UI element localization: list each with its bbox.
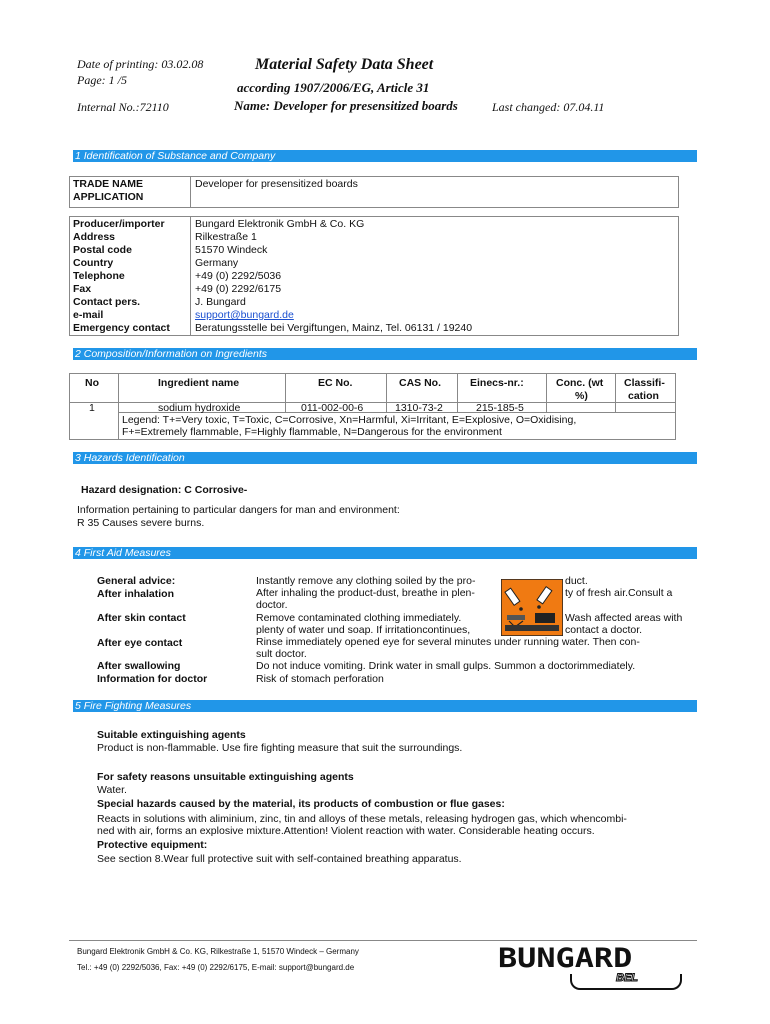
logo-sub: BEL: [616, 972, 638, 984]
date-of-printing: Date of printing: 03.02.08: [77, 57, 204, 71]
footer-divider: [69, 940, 697, 941]
corrosive-hazard-icon: [501, 579, 563, 636]
unsuitable-agents-label: For safety reasons unsuitable extinguishing agents: [97, 771, 354, 783]
regulation-subtitle: according 1907/2006/EG, Article 31: [237, 80, 430, 95]
bungard-logo: [498, 943, 698, 992]
section-4-heading: 4 First Aid Measures: [73, 547, 697, 559]
after-inhalation-label: After inhalation: [97, 588, 175, 600]
producer-label: Producer/importer: [73, 218, 165, 230]
inhalation-text-right: ty of fresh air.Consult a: [565, 587, 673, 599]
suitable-agents-text: Product is non-flammable. Use fire fighting measure that suit the surroundings.: [97, 742, 463, 754]
col-class-1: Classifi-: [624, 377, 665, 389]
protective-equipment-text: See section 8.Wear full protective suit with self-contained breathing apparatus.: [97, 853, 462, 865]
eye-text: Rinse immediately opened eye for several minutes under running water. Then con-: [256, 636, 640, 648]
general-advice-text: Instantly remove any clothing soiled by the pro-: [256, 575, 476, 587]
trade-name-label: TRADE NAME: [73, 178, 143, 190]
divider: [190, 176, 191, 208]
protective-equipment-label: Protective equipment:: [97, 839, 208, 851]
footer-contact: Tel.: +49 (0) 2292/5036, Fax: +49 (0) 2292/6175, E-mail: support@bungard.de: [77, 963, 355, 972]
after-skin-label: After skin contact: [97, 612, 186, 624]
document-title: Material Safety Data Sheet: [255, 56, 434, 73]
hazard-info: Information pertaining to particular dangers for man and environment:: [77, 504, 400, 516]
postal-code-label: Postal code: [73, 244, 132, 256]
inhalation-text-2: doctor.: [256, 599, 288, 611]
page-number: Page: 1 /5: [77, 73, 127, 87]
emergency-value: Beratungsstelle bei Vergiftungen, Mainz, Tel. 06131 / 19240: [195, 322, 473, 334]
special-hazards-text-1: Reacts in solutions with aliminium, zinc, tin and alloys of these metals, releasing hydrogen gas, which whencombi-: [97, 813, 627, 825]
contact-value: J. Bungard: [195, 296, 246, 308]
legend-line-1: Legend: T+=Very toxic, T=Toxic, C=Corrosive, Xn=Harmful, Xi=Irritant, E=Explosive, O=Oxidising,: [122, 414, 577, 426]
last-changed: Last changed: 07.04.11: [492, 100, 605, 114]
skin-text-2: plenty of water und soap. If irritationcontinues,: [256, 624, 471, 636]
fax-value: +49 (0) 2292/6175: [195, 283, 282, 295]
country-label: Country: [73, 257, 114, 269]
fax-label: Fax: [73, 283, 92, 295]
row-ec: 011-002-00-6: [301, 402, 364, 414]
skin-text-right: Wash affected areas with: [565, 612, 683, 624]
email-label: e-mail: [73, 309, 104, 321]
row-no: 1: [89, 402, 95, 414]
section-5-heading: 5 Fire Fighting Measures: [73, 700, 697, 712]
country-value: Germany: [195, 257, 239, 269]
divider: [615, 373, 616, 412]
emergency-label: Emergency contact: [73, 322, 170, 334]
divider: [457, 373, 458, 412]
section-2-heading: 2 Composition/Information on Ingredients: [73, 348, 697, 360]
address-value: Rilkestraße 1: [195, 231, 257, 243]
general-advice-text-right: duct.: [565, 575, 588, 587]
after-eye-label: After eye contact: [97, 637, 183, 649]
suitable-agents-label: Suitable extinguishing agents: [97, 729, 246, 741]
legend-line-2: F+=Extremely flammable, F=Highly flammable, N=Dangerous for the environment: [122, 426, 502, 438]
special-hazards-label: Special hazards caused by the material, its products of combustion or flue gases:: [97, 798, 505, 810]
after-swallowing-label: After swallowing: [97, 660, 181, 672]
unsuitable-agents-text: Water.: [97, 784, 127, 796]
row-einecs: 215-185-5: [476, 402, 524, 414]
col-class-2: cation: [628, 390, 659, 402]
trade-name-value: Developer for presensitized boards: [195, 178, 358, 190]
row-ingredient: sodium hydroxide: [158, 402, 241, 414]
col-cas: CAS No.: [399, 377, 441, 389]
divider: [285, 373, 286, 412]
col-ingredient: Ingredient name: [158, 377, 240, 389]
special-hazards-text-2: ned with air, forms an explosive mixture.Attention! Violent reaction with water. Considerable heating occurs.: [97, 825, 595, 837]
col-einecs: Einecs-nr.:: [470, 377, 524, 389]
swallow-text: Do not induce vomiting. Drink water in small gulps. Summon a doctorimmediately.: [256, 660, 636, 672]
contact-label: Contact pers.: [73, 296, 141, 308]
col-no: No: [85, 377, 99, 389]
inhalation-text: After inhaling the product-dust, breathe in plen-: [256, 587, 475, 599]
telephone-label: Telephone: [73, 270, 125, 282]
divider: [386, 373, 387, 412]
divider: [546, 373, 547, 412]
row-cas: 1310-73-2: [395, 402, 443, 414]
section-3-heading: 3 Hazards Identification: [73, 452, 697, 464]
email-link[interactable]: support@bungard.de: [195, 309, 294, 321]
producer-value: Bungard Elektronik GmbH & Co. KG: [195, 218, 365, 230]
divider: [118, 373, 119, 440]
logo-wordmark: BUNGARD: [498, 943, 633, 974]
skin-text-2-right: contact a doctor.: [565, 624, 643, 636]
general-advice-label: General advice:: [97, 575, 176, 587]
producer-box: [69, 216, 679, 336]
hazard-designation: Hazard designation: C Corrosive-: [81, 484, 248, 496]
postal-code-value: 51570 Windeck: [195, 244, 268, 256]
col-conc-1: Conc. (wt: [556, 377, 604, 389]
col-ec: EC No.: [318, 377, 353, 389]
col-conc-2: %): [575, 390, 588, 402]
address-label: Address: [73, 231, 116, 243]
skin-text: Remove contaminated clothing immediately.: [256, 612, 462, 624]
info-doctor-label: Information for doctor: [97, 673, 208, 685]
footer-address: Bungard Elektronik GmbH & Co. KG, Rilkestraße 1, 51570 Windeck – Germany: [77, 947, 359, 956]
section-1-heading: 1 Identification of Substance and Company: [73, 150, 697, 162]
r35-statement: R 35 Causes severe burns.: [77, 517, 205, 529]
trade-name-box: [69, 176, 679, 208]
product-name: Name: Developer for presensitized boards: [234, 98, 458, 113]
eye-text-2: sult doctor.: [256, 648, 307, 660]
application-label: APPLICATION: [73, 191, 144, 203]
telephone-value: +49 (0) 2292/5036: [195, 270, 282, 282]
internal-number: Internal No.:72110: [77, 100, 169, 114]
doctor-text: Risk of stomach perforation: [256, 673, 384, 685]
divider: [190, 216, 191, 336]
